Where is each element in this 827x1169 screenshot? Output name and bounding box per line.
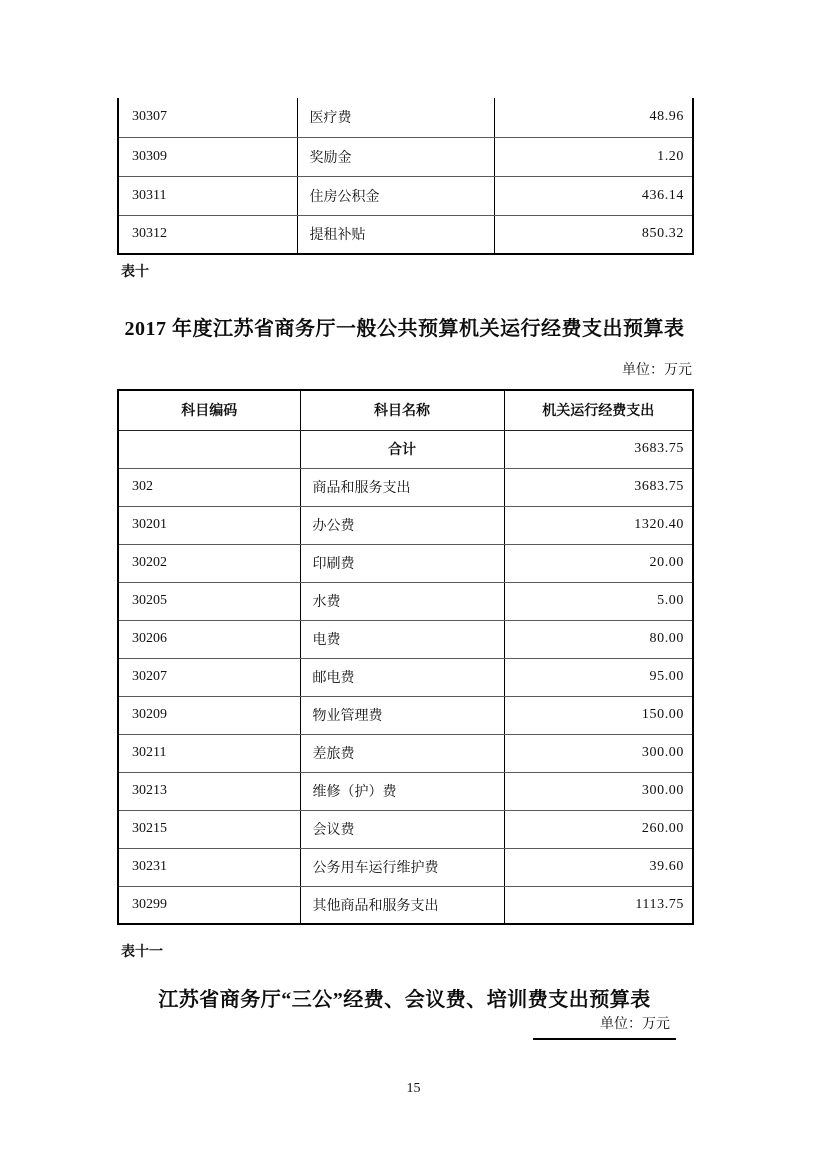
subject-name-cell: 提租补贴 (297, 215, 494, 254)
table-row (118, 544, 693, 582)
subject-code-cell: 30209 (118, 696, 300, 734)
table-eleven-title: 江苏省商务厅“三公”经费、会议费、培训费支出预算表 (158, 989, 651, 1011)
subject-code-cell: 30215 (118, 810, 300, 848)
subject-code-cell: 30205 (118, 582, 300, 620)
total-row (118, 430, 693, 468)
subject-code-cell: 302 (118, 468, 300, 506)
table-row (118, 176, 693, 215)
amount-cell: 150.00 (504, 696, 693, 734)
amount-cell: 1.20 (494, 137, 693, 176)
unit-label: 单位：万元 (622, 363, 692, 378)
subject-name-cell: 维修（护）费 (300, 772, 504, 810)
table-eleven-label: 表十一 (121, 943, 163, 959)
amount-cell: 48.96 (494, 98, 693, 137)
subject-code-cell: 30307 (118, 98, 297, 137)
subject-code-cell: 30312 (118, 215, 297, 254)
table-row (118, 215, 693, 254)
amount-cell: 1320.40 (504, 506, 693, 544)
table-row (118, 468, 693, 506)
subject-code-cell: 30202 (118, 544, 300, 582)
page-number: 15 (406, 1081, 421, 1096)
subject-name-cell: 办公费 (300, 506, 504, 544)
subject-code-cell: 30309 (118, 137, 297, 176)
column-header-value: 机关运行经费支出 (504, 390, 693, 430)
unit-label-underlined: 单位：万元 (533, 1013, 676, 1040)
amount-cell: 300.00 (504, 734, 693, 772)
subject-name-cell: 电费 (300, 620, 504, 658)
subject-code-cell: 30201 (118, 506, 300, 544)
subject-name-cell: 商品和服务支出 (300, 468, 504, 506)
subject-code-cell: 30311 (118, 176, 297, 215)
table-row (118, 137, 693, 176)
amount-cell: 3683.75 (504, 430, 693, 468)
amount-cell: 3683.75 (504, 468, 693, 506)
table-row (118, 582, 693, 620)
table-row (118, 772, 693, 810)
subject-name-cell: 差旅费 (300, 734, 504, 772)
subject-name-cell: 物业管理费 (300, 696, 504, 734)
table-row (118, 696, 693, 734)
subject-name-cell: 奖励金 (297, 137, 494, 176)
amount-cell: 20.00 (504, 544, 693, 582)
subject-code-cell: 30213 (118, 772, 300, 810)
table-ten-label: 表十 (121, 263, 149, 279)
subject-name-cell: 邮电费 (300, 658, 504, 696)
subject-code-cell (118, 430, 300, 468)
header-row (118, 390, 693, 430)
subject-name-cell: 医疗费 (297, 98, 494, 137)
amount-cell: 5.00 (504, 582, 693, 620)
total-label-cell: 合计 (300, 430, 504, 468)
table-row (118, 620, 693, 658)
table-row (118, 734, 693, 772)
subject-name-cell: 公务用车运行维护费 (300, 848, 504, 886)
table-row (118, 886, 693, 924)
column-header-name: 科目名称 (300, 390, 504, 430)
budget-table-continued (117, 98, 694, 255)
table-row (118, 98, 693, 137)
amount-cell: 95.00 (504, 658, 693, 696)
subject-name-cell: 会议费 (300, 810, 504, 848)
table-row (118, 810, 693, 848)
table-row (118, 658, 693, 696)
subject-code-cell: 30231 (118, 848, 300, 886)
amount-cell: 260.00 (504, 810, 693, 848)
table-row (118, 848, 693, 886)
subject-name-cell: 水费 (300, 582, 504, 620)
subject-code-cell: 30206 (118, 620, 300, 658)
subject-name-cell: 住房公积金 (297, 176, 494, 215)
subject-name-cell: 其他商品和服务支出 (300, 886, 504, 924)
operating-expense-table (117, 389, 694, 925)
table-row (118, 506, 693, 544)
subject-code-cell: 30207 (118, 658, 300, 696)
amount-cell: 850.32 (641, 226, 684, 242)
amount-cell: 1113.75 (635, 896, 684, 912)
amount-cell: 39.60 (504, 848, 693, 886)
amount-cell: 436.14 (494, 176, 693, 215)
amount-cell: 300.00 (504, 772, 693, 810)
amount-cell: 80.00 (504, 620, 693, 658)
subject-name-cell: 印刷费 (300, 544, 504, 582)
subject-code-cell: 30299 (118, 886, 300, 924)
column-header-code: 科目编码 (118, 390, 300, 430)
table-ten-title: 2017 年度江苏省商务厅一般公共预算机关运行经费支出预算表 (124, 318, 685, 340)
subject-code-cell: 30211 (118, 734, 300, 772)
